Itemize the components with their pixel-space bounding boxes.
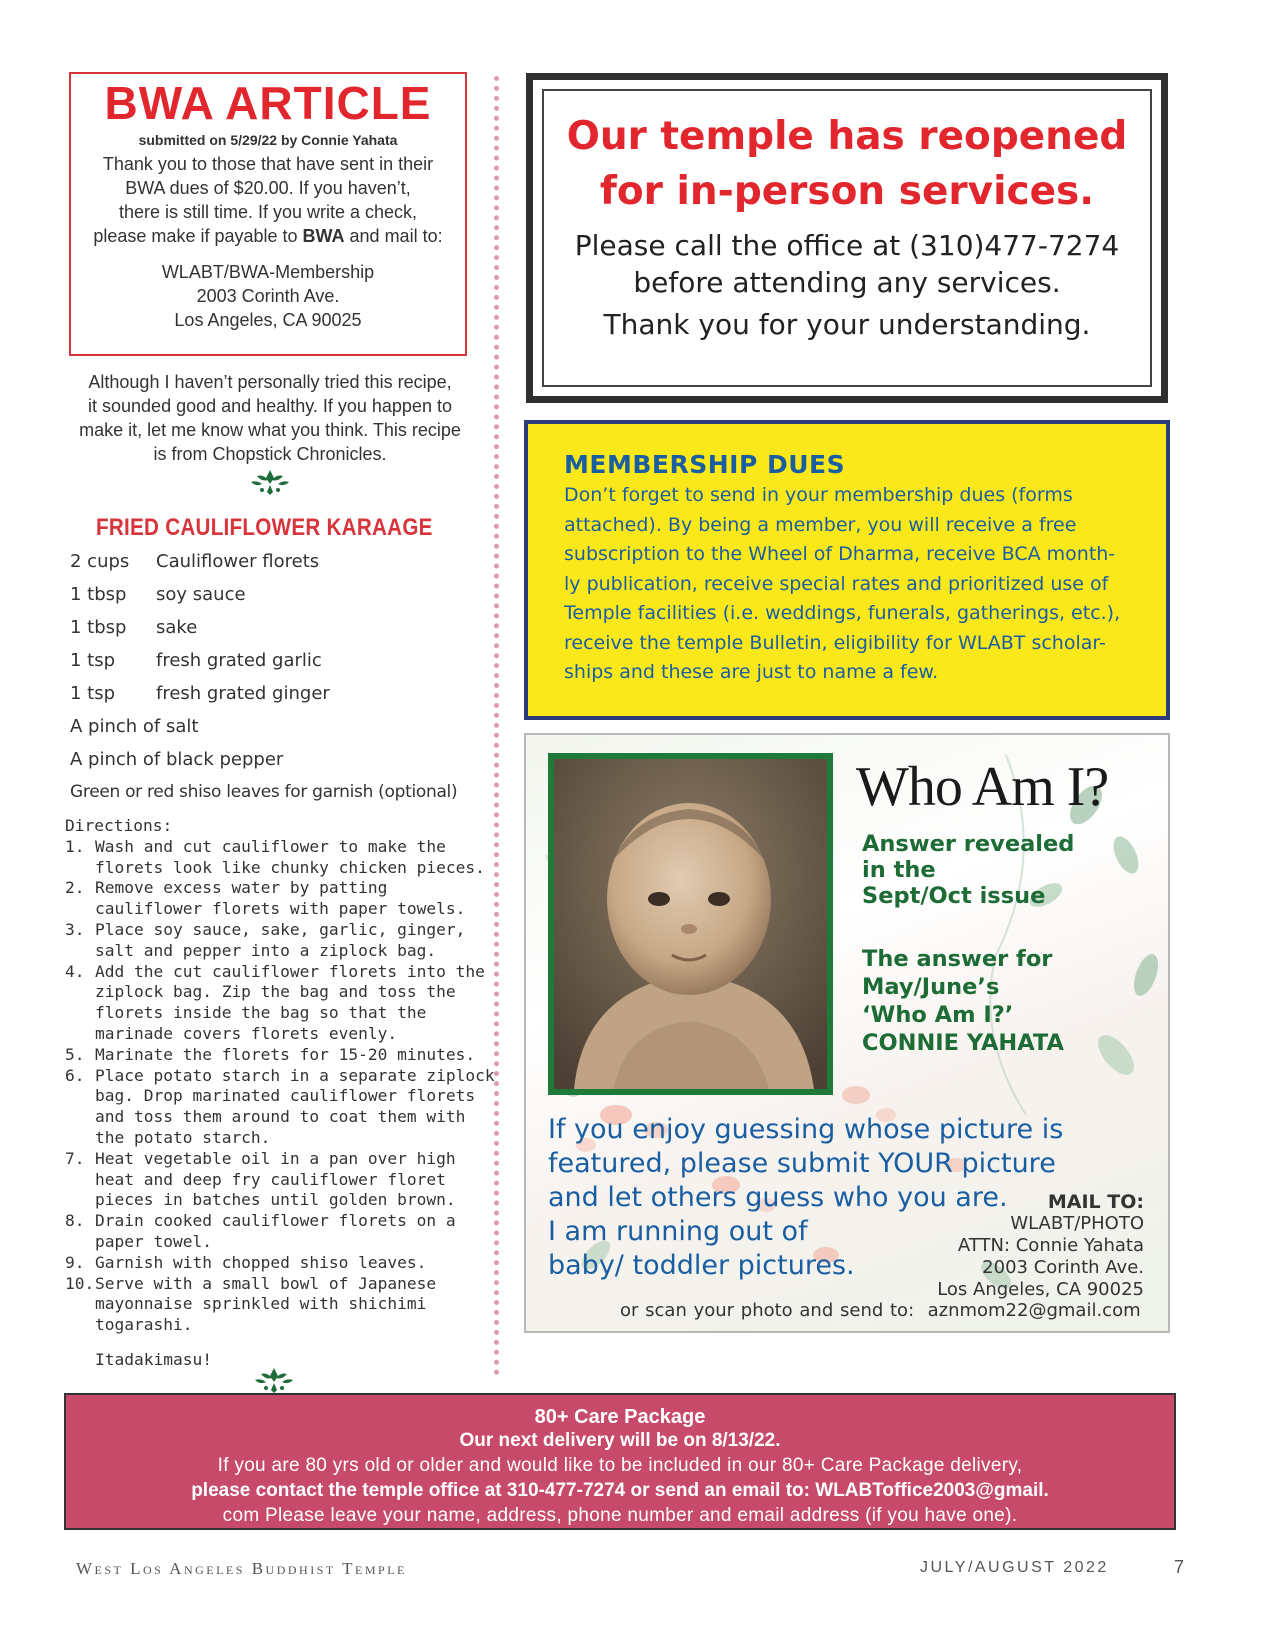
ingredient-qty: 1 tsp: [70, 650, 116, 671]
care-line: If you are 80 yrs old or older and would like to be included in our 80+ Care Package delivery,: [217, 1455, 1023, 1476]
care-next-delivery: Our next delivery will be on 8/13/22.: [459, 1430, 781, 1451]
ingredient-qty: 2 cups: [70, 551, 130, 572]
ingredient-row: [70, 644, 490, 677]
bwa-body-text: please make if payable to: [93, 226, 303, 246]
mail-line: ATTN: Connie Yahata: [957, 1235, 1144, 1256]
step-number: 7.: [65, 1148, 85, 1168]
membership-line: ships and these are just to name a few.: [564, 661, 939, 683]
direction-step: [65, 1211, 495, 1253]
photo-mail-address: [937, 1191, 1144, 1301]
ingredient-item: fresh grated ginger: [156, 683, 330, 704]
step-number: 5.: [65, 1044, 85, 1064]
guess-line: baby/ toddler pictures.: [548, 1250, 855, 1281]
guess-line: featured, please submit YOUR picture: [548, 1148, 1056, 1179]
step-number: 10.: [65, 1273, 95, 1293]
mail-line: WLABT/PHOTO: [1010, 1213, 1144, 1234]
ingredient-row: [70, 578, 490, 611]
step-text: Wash and cut cauliflower to make the florets look like chunky chicken pieces.: [95, 836, 485, 877]
membership-line: subscription to the Wheel of Dharma, receive BCA month-: [564, 543, 1116, 565]
step-text: Place potato starch in a separate ziplock bag. Drop marinated cauliflower florets and toss them around to coat them with the potato starch.: [95, 1065, 495, 1147]
ingredient-item: fresh grated garlic: [156, 650, 322, 671]
bwa-body: [71, 152, 465, 248]
reveal-line: Sept/Oct issue: [862, 883, 1046, 909]
step-number: 6.: [65, 1065, 85, 1085]
answer-line: ‘Who Am I?’: [862, 1002, 1014, 1028]
ingredient-qty: 1 tbsp: [70, 584, 127, 605]
step-text: Marinate the florets for 15-20 minutes.: [95, 1044, 476, 1064]
step-text: Serve with a small bowl of Japanese mayonnaise sprinkled with shichimi togarashi.: [95, 1273, 437, 1335]
recipe-closing: Itadakimasu!: [95, 1349, 212, 1369]
answer-name: CONNIE YAHATA: [862, 1030, 1064, 1056]
address-line: WLABT/BWA-Membership: [161, 262, 375, 282]
bwa-body-text: and mail to:: [344, 226, 443, 246]
bwa-body-line: BWA dues of $20.00. If you haven’t,: [125, 178, 411, 198]
step-number: 1.: [65, 836, 85, 856]
ingredient-row: [70, 545, 490, 578]
bwa-body-line: there is still time. If you write a check,: [118, 202, 418, 222]
address-line: Los Angeles, CA 90025: [174, 310, 362, 330]
ingredient-row: A pinch of salt: [70, 716, 199, 737]
membership-title: MEMBERSHIP DUES: [564, 450, 846, 479]
directions-list: [65, 837, 495, 1336]
who-am-i-box: [524, 733, 1170, 1333]
reopened-line: before attending any services.: [633, 266, 1061, 299]
reopened-notice-inner: [542, 89, 1152, 387]
membership-dues-box: [524, 420, 1170, 720]
step-text: Add the cut cauliflower florets into the ziplock bag. Zip the bag and toss the florets inside the bag so that the marinade covers florets evenly.: [95, 961, 485, 1043]
mail-to-heading: MAIL TO:: [1047, 1191, 1144, 1213]
bwa-article-box: [69, 72, 467, 356]
step-text: Remove excess water by patting cauliflower florets with paper towels.: [95, 878, 466, 919]
mail-line: Los Angeles, CA 90025: [937, 1279, 1144, 1300]
step-text: Place soy sauce, sake, garlic, ginger, salt and pepper into a ziplock bag.: [95, 919, 466, 960]
baby-photo: [548, 753, 833, 1095]
ingredient-row: A pinch of black pepper: [70, 749, 284, 770]
membership-line: ly publication, receive special rates and prioritized use of: [564, 572, 1109, 595]
direction-step: [65, 920, 495, 962]
footer-issue-date: JULY/AUGUST 2022: [920, 1559, 1109, 1576]
direction-step: [65, 1253, 495, 1274]
mail-line: 2003 Corinth Ave.: [982, 1257, 1144, 1278]
step-number: 2.: [65, 878, 85, 898]
directions-heading: Directions:: [65, 816, 173, 835]
step-text: Garnish with chopped shiso leaves.: [95, 1252, 427, 1272]
bwa-body-line: Thank you to those that have sent in their: [102, 154, 434, 174]
step-text: Heat vegetable oil in a pan over high heat and deep fry cauliflower floret pieces in batches until golden brown.: [95, 1148, 456, 1210]
floral-ornament-icon: [247, 466, 293, 496]
guess-line: and let others guess who you are.: [548, 1182, 1008, 1213]
recipe-intro: [55, 370, 485, 466]
floral-ornament-icon: [251, 1364, 297, 1394]
ingredient-list: [70, 545, 490, 809]
recipe-title: FRIED CAULIFLOWER KARAAGE: [96, 514, 433, 541]
ingredient-item: sake: [156, 617, 198, 638]
recipe-directions: [65, 816, 495, 1371]
care-contact-line: please contact the temple office at 310-477-7274 or send an email to: WLABToffice2003@gmail.: [191, 1480, 1049, 1501]
reopened-line: Thank you for your understanding.: [603, 308, 1091, 341]
membership-line: Temple facilities (i.e. weddings, funerals, gatherings, etc.),: [564, 602, 1121, 624]
answer-line: The answer for: [862, 946, 1053, 972]
bwa-submitted-line: submitted on 5/29/22 by Connie Yahata: [138, 132, 398, 148]
reopened-title-line: Our temple has reopened: [566, 114, 1128, 159]
who-am-i-title: Who Am I?: [856, 756, 1109, 818]
bwa-article-title: BWA ARTICLE: [104, 77, 432, 129]
direction-step: [65, 1149, 495, 1211]
baby-photo-image: [554, 759, 827, 1089]
reopened-notice-box: [526, 73, 1168, 403]
ingredient-row: [70, 677, 490, 710]
direction-step: [65, 962, 495, 1045]
direction-step: [65, 878, 495, 920]
direction-step: [65, 1045, 495, 1066]
reveal-line: in the: [862, 857, 936, 883]
step-text: Drain cooked cauliflower florets on a paper towel.: [95, 1211, 456, 1251]
intro-line: is from Chopstick Chronicles.: [153, 444, 387, 464]
direction-step: [65, 837, 495, 879]
ingredient-qty: 1 tsp: [70, 683, 116, 704]
guess-line: If you enjoy guessing whose picture is: [548, 1114, 1064, 1145]
reopened-title: [544, 109, 1150, 219]
step-number: 9.: [65, 1252, 85, 1272]
bwa-payee: BWA: [302, 226, 345, 246]
answer-line: May/June’s: [862, 974, 1000, 1000]
scan-email-link[interactable]: aznmom22@gmail.com: [927, 1300, 1141, 1321]
membership-line: Don’t forget to send in your membership dues (forms: [564, 484, 1073, 506]
intro-line: make it, let me know what you think. This recipe: [79, 420, 461, 440]
step-number: 4.: [65, 961, 85, 981]
step-number: 8.: [65, 1211, 85, 1231]
address-line: 2003 Corinth Ave.: [196, 286, 340, 306]
intro-line: Although I haven’t personally tried this recipe,: [88, 372, 452, 392]
scan-label: or scan your photo and send to:: [620, 1300, 915, 1321]
reveal-line: Answer revealed: [862, 831, 1075, 857]
bwa-mailing-address: [71, 260, 465, 332]
reopened-title-line: for in-person services.: [599, 169, 1095, 214]
previous-answer: [862, 945, 1064, 1057]
direction-step: [65, 1066, 495, 1149]
scan-photo-line: [620, 1300, 1141, 1321]
care-line: com Please leave your name, address, phone number and email address (if you have one).: [222, 1505, 1018, 1526]
bwa-body-line: [71, 224, 465, 248]
membership-line: receive the temple Bulletin, eligibility for WLABT scholar-: [564, 631, 1106, 654]
intro-line: it sounded good and healthy. If you happen to: [88, 396, 452, 416]
membership-line: attached). By being a member, you will receive a free: [564, 513, 1077, 536]
direction-step: [65, 1274, 495, 1336]
ingredient-item: soy sauce: [156, 584, 246, 605]
column-divider: [494, 76, 499, 1376]
answer-reveal-note: [862, 831, 1074, 909]
ingredient-item: Cauliflower florets: [156, 551, 320, 572]
ingredient-qty: 1 tbsp: [70, 617, 127, 638]
step-number: 3.: [65, 919, 85, 939]
membership-body: [564, 481, 1138, 688]
page-number: 7: [1174, 1557, 1185, 1577]
care-package-box: [64, 1393, 1176, 1530]
ingredient-row: [70, 611, 490, 644]
ingredient-row: Green or red shiso leaves for garnish (optional): [70, 782, 458, 802]
reopened-call-line: Please call the office at (310)477-7274: [574, 229, 1120, 262]
guess-line: I am running out of: [548, 1216, 808, 1247]
footer-temple-name: West Los Angeles Buddhist Temple: [76, 1559, 407, 1578]
care-package-title: 80+ Care Package: [534, 1406, 706, 1428]
